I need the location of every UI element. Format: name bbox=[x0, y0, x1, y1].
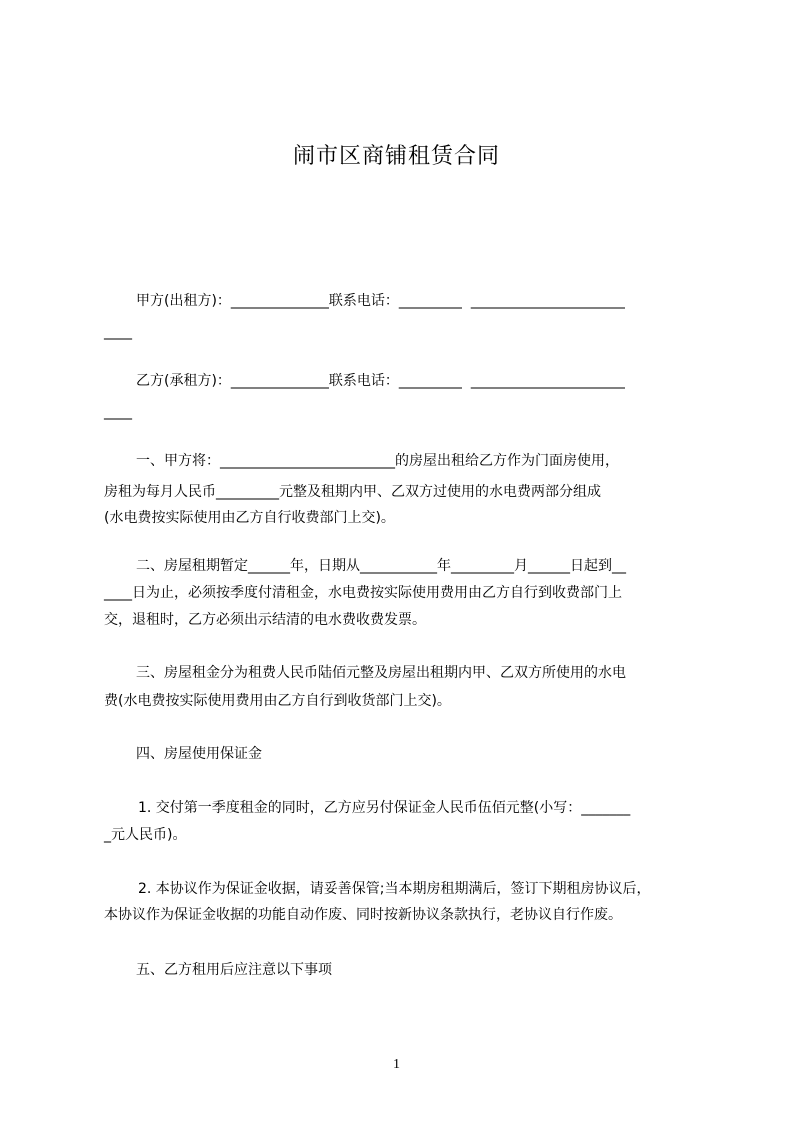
clause-1-line-1: 一、甲方将：_________________________的房屋出租给乙方作为门面房使用， bbox=[136, 453, 619, 469]
clause-4-item-1-line-1: 1. 交付第一季度租金的同时，乙方应另付保证金人民币伍佰元整(小写：_______ bbox=[138, 800, 631, 816]
party-b-line-continued: ____ bbox=[104, 404, 132, 420]
clause-4-item-2-line-2: 本协议作为保证金收据的功能自动作废、同时按新协议条款执行，老协议自行作废。 bbox=[104, 907, 622, 923]
party-a-line: 甲方(出租方)：______________联系电话：_________ ______________________ bbox=[136, 293, 625, 309]
party-a-line-continued: ____ bbox=[104, 324, 132, 340]
clause-3-line-1: 三、房屋租金分为租费人民币陆佰元整及房屋出租期内甲、乙双方所使用的水电 bbox=[136, 665, 626, 681]
clause-2-line-1: 二、房屋租期暂定______年，日期从___________年_________月______日起到__ bbox=[136, 558, 626, 574]
document-title: 闹市区商铺租赁合同 bbox=[292, 144, 500, 169]
clause-1-line-2: 房租为每月人民币_________元整及租期内甲、乙双方过使用的水电费两部分组成 bbox=[104, 484, 601, 500]
clause-4-item-2-line-1: 2. 本协议作为保证金收据，请妥善保管;当本期房租期满后，签订下期租房协议后， bbox=[138, 881, 651, 897]
clause-2-line-2: ____日为止，必须按季度付清租金，水电费按实际使用费用由乙方自行到收费部门上 bbox=[104, 585, 622, 601]
clause-4-heading: 四、房屋使用保证金 bbox=[136, 746, 262, 762]
page-number: 1 bbox=[393, 1057, 400, 1072]
clause-3-line-2: 费(水电费按实际使用费用由乙方自行到收货部门上交)。 bbox=[104, 693, 451, 709]
party-b-line: 乙方(承租方)：______________联系电话：_________ ______________________ bbox=[136, 373, 625, 389]
clause-2-line-3: 交，退租时，乙方必须出示结清的电水费收费发票。 bbox=[104, 612, 426, 628]
clause-5-heading: 五、乙方租用后应注意以下事项 bbox=[136, 962, 332, 978]
clause-1-line-3: (水电费按实际使用由乙方自行收费部门上交)。 bbox=[104, 510, 395, 526]
clause-4-item-1-line-2: _元人民币)。 bbox=[104, 827, 187, 843]
